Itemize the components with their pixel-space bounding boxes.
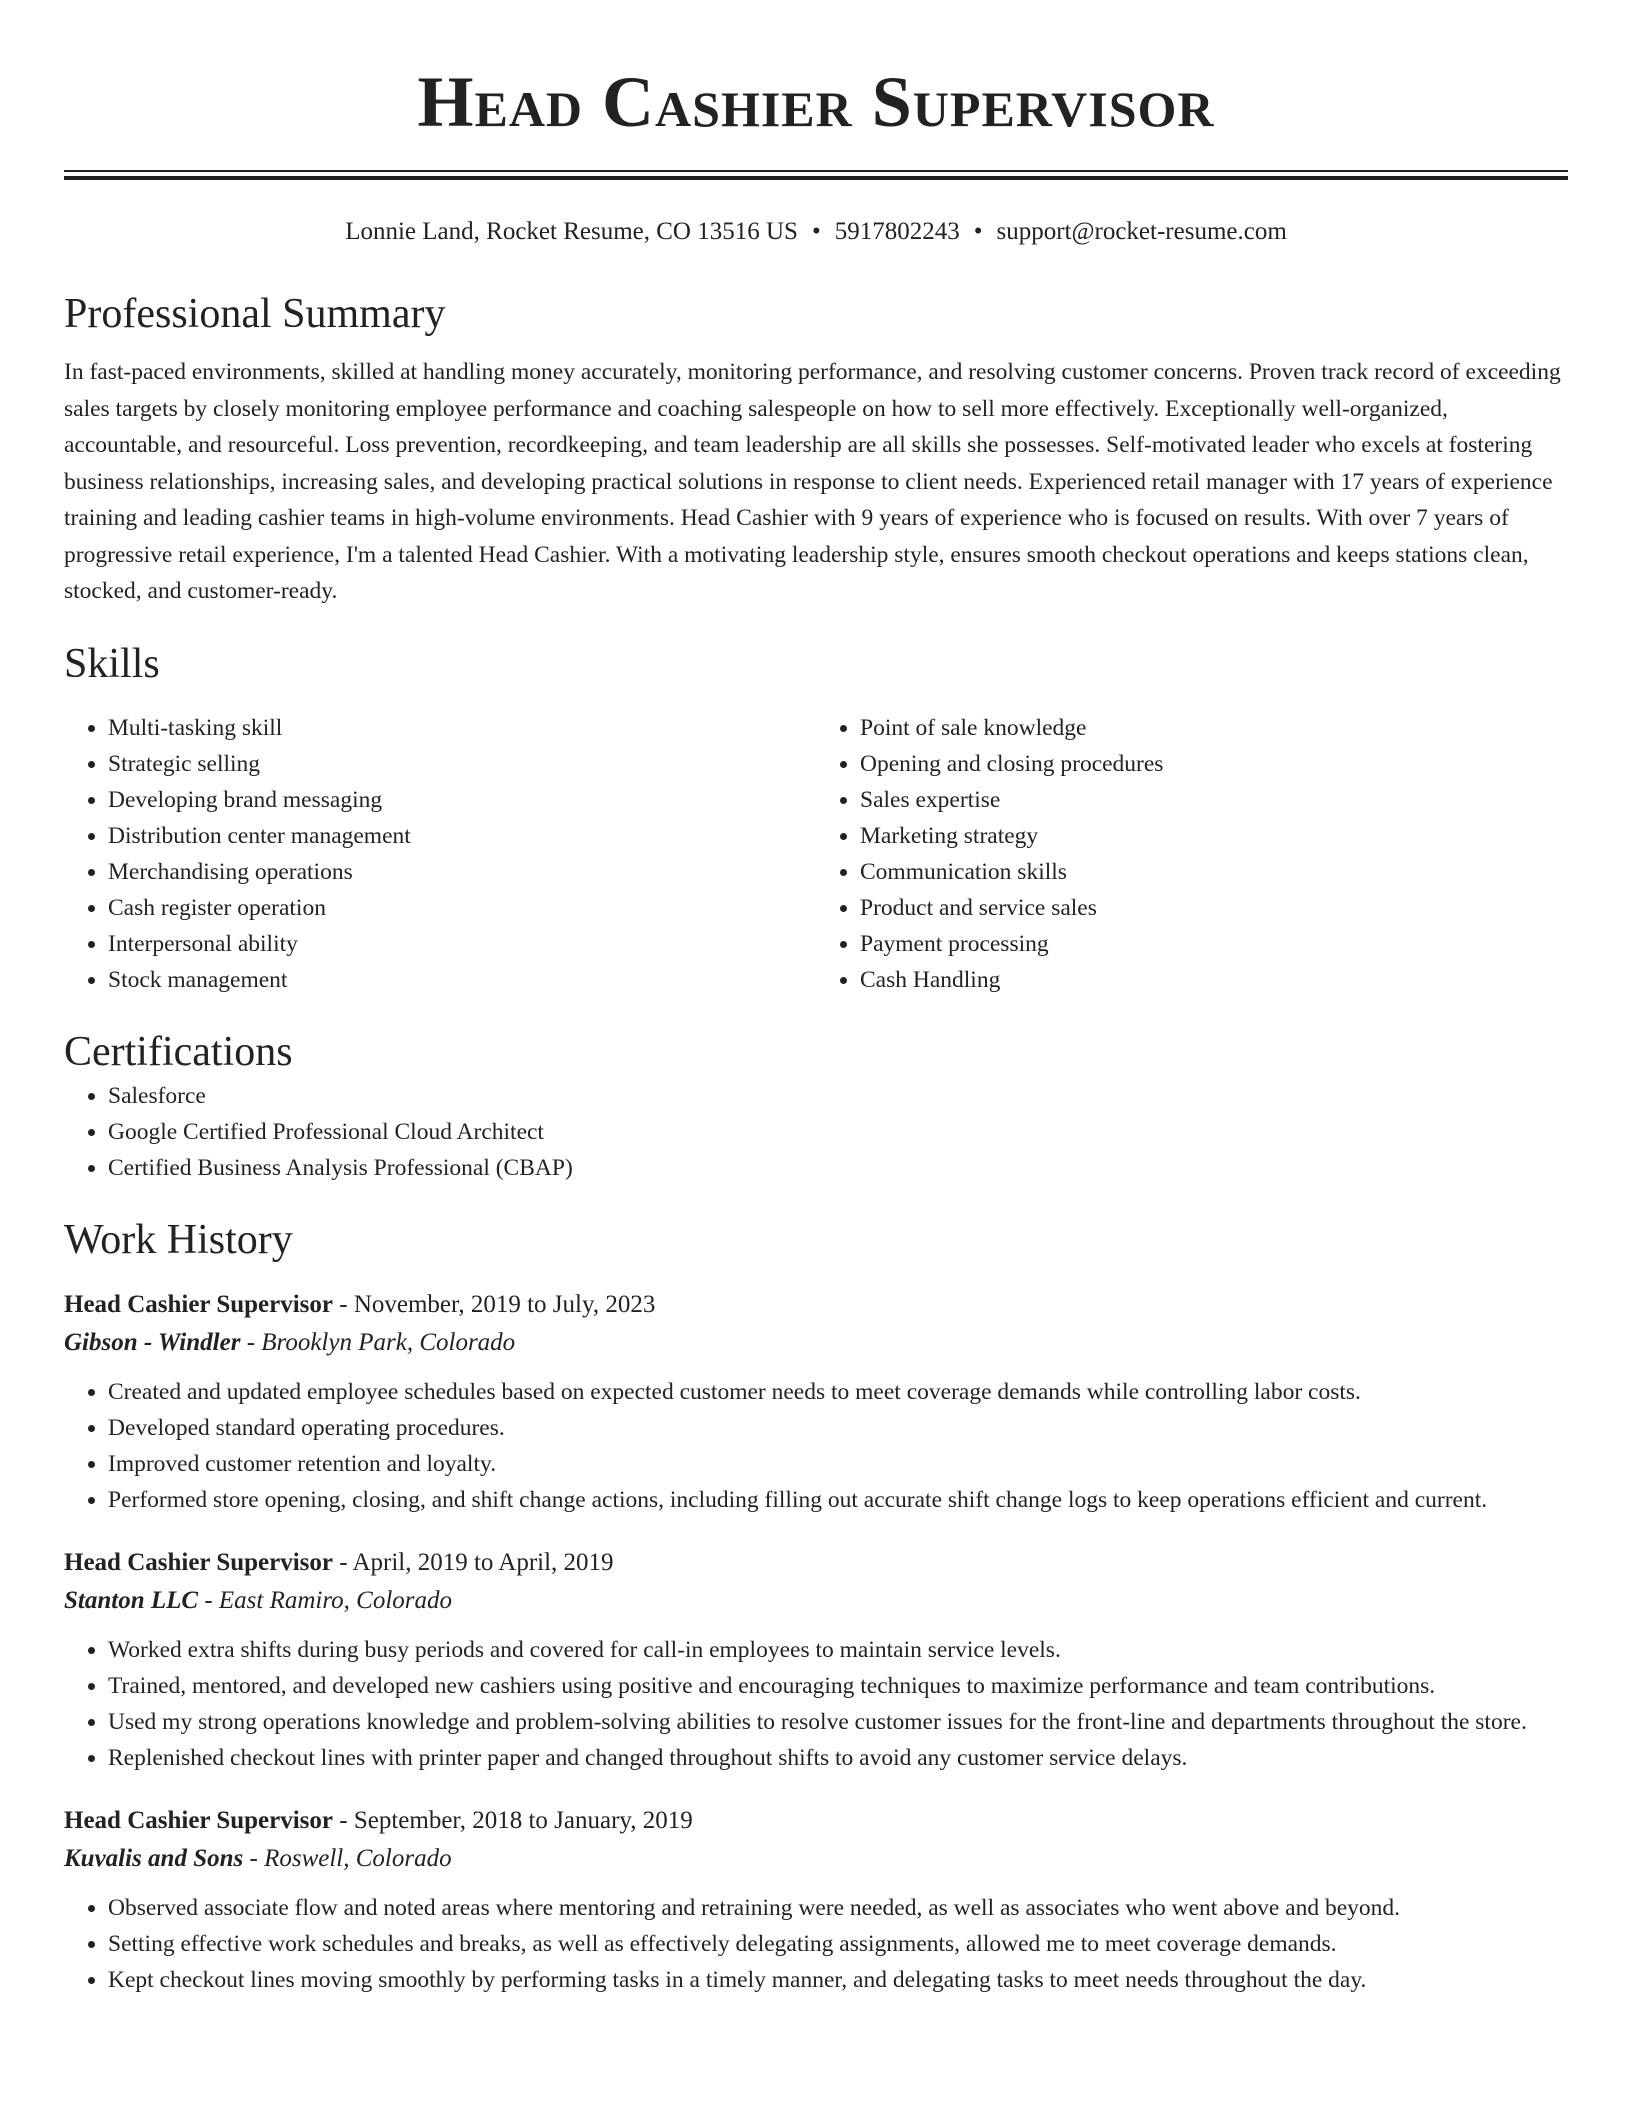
certification-item: • Salesforce — [108, 1078, 1568, 1114]
job-bullet: • Trained, mentored, and developed new cashiers using positive and encouraging techniques to maximize performance and team contributions. — [108, 1668, 1568, 1704]
job-company-line — [64, 1840, 1568, 1878]
job-bullet: • Created and updated employee schedules based on expected customer needs to meet coverage demands while controlling labor costs. — [108, 1374, 1568, 1410]
skill-item: • Distribution center management — [108, 818, 816, 854]
certification-item: • Google Certified Professional Cloud Architect — [108, 1114, 1568, 1150]
skill-item: • Multi-tasking skill — [108, 710, 816, 746]
skills-list-right — [816, 710, 1568, 998]
job-title: Head Cashier Supervisor — [64, 1548, 333, 1576]
skill-item: • Opening and closing procedures — [860, 746, 1568, 782]
job-bullet: • Kept checkout lines moving smoothly by performing tasks in a timely manner, and delegating tasks to meet needs throughout the day. — [108, 1962, 1568, 1998]
skill-item: • Cash register operation — [108, 890, 816, 926]
skill-item: • Communication skills — [860, 854, 1568, 890]
job-company: Gibson - Windler — [64, 1328, 241, 1356]
skill-item: • Marketing strategy — [860, 818, 1568, 854]
certifications-list — [64, 1078, 1568, 1186]
job-title-line — [64, 1286, 1568, 1324]
job-bullet: • Used my strong operations knowledge and problem-solving abilities to resolve customer issues for the front-line and departments throughout the store. — [108, 1704, 1568, 1740]
summary-heading: Professional Summary — [64, 291, 446, 337]
contact-phone: 5917802243 — [834, 218, 960, 245]
job-bullets — [64, 1632, 1568, 1776]
job-bullets — [64, 1890, 1568, 1998]
job-title-line — [64, 1544, 1568, 1582]
job-dates: - November, 2019 to July, 2023 — [333, 1290, 656, 1318]
job-bullet: • Performed store opening, closing, and shift change actions, including filling out accurate shift change logs to keep operations efficient and current. — [108, 1482, 1568, 1518]
job-location: - East Ramiro, Colorado — [198, 1586, 453, 1614]
skills-list-left — [64, 710, 816, 998]
skill-item: • Payment processing — [860, 926, 1568, 962]
skill-item: • Cash Handling — [860, 962, 1568, 998]
skill-item: • Strategic selling — [108, 746, 816, 782]
certification-item: • Certified Business Analysis Professional (CBAP) — [108, 1150, 1568, 1186]
job-company: Stanton LLC — [64, 1586, 199, 1614]
skill-item: • Interpersonal ability — [108, 926, 816, 962]
contact-separator: • — [811, 218, 821, 245]
job-bullet: • Improved customer retention and loyalty. — [108, 1446, 1568, 1482]
title-divider — [64, 170, 1568, 180]
skills-columns — [64, 710, 1568, 998]
job-location: - Brooklyn Park, Colorado — [240, 1328, 516, 1356]
resume-title: Head Cashier Supervisor — [417, 62, 1215, 142]
job-company: Kuvalis and Sons — [64, 1844, 244, 1872]
skills-heading: Skills — [64, 640, 160, 687]
job-entry — [64, 1286, 1568, 1518]
work-history-heading: Work History — [64, 1216, 293, 1263]
contact-email: support@rocket-resume.com — [996, 218, 1287, 245]
job-title: Head Cashier Supervisor — [64, 1806, 333, 1834]
contact-separator: • — [973, 218, 983, 245]
contact-line — [64, 216, 1568, 248]
certifications-heading: Certifications — [64, 1028, 293, 1075]
job-entry — [64, 1802, 1568, 1998]
summary-text: In fast-paced environments, skilled at handling money accurately, monitoring performance, and resolving customer concerns. Proven track record of exceeding sales targets by closely monitoring employee performance and coaching salespeople on how to sell more effectively. Exceptionally well-organized, accountable, and resourceful. Loss prevention, recordkeeping, and team leadership are all skills she possesses. Self-motivated leader who excels at fostering business relationships, increasing sales, and developing practical solutions in response to client needs. Experienced retail manager with 17 years of experience training and leading cashier teams in high-volume environments. Head Cashier with 9 years of experience who is focused on results. With over 7 years of progressive retail experience, I'm a talented Head Cashier. With a motivating leadership style, ensures smooth checkout operations and keeps stations clean, stocked, and customer-ready. — [64, 359, 1561, 604]
job-entry — [64, 1544, 1568, 1776]
contact-address: Lonnie Land, Rocket Resume, CO 13516 US — [345, 218, 798, 245]
skill-item: • Developing brand messaging — [108, 782, 816, 818]
skill-item: • Product and service sales — [860, 890, 1568, 926]
job-bullets — [64, 1374, 1568, 1518]
job-company-line — [64, 1582, 1568, 1620]
skill-item: • Merchandising operations — [108, 854, 816, 890]
job-title: Head Cashier Supervisor — [64, 1290, 333, 1318]
skill-item: • Point of sale knowledge — [860, 710, 1568, 746]
job-bullet: • Setting effective work schedules and breaks, as well as effectively delegating assignments, allowed me to meet coverage demands. — [108, 1926, 1568, 1962]
job-dates: - September, 2018 to January, 2019 — [333, 1806, 693, 1834]
job-bullet: • Worked extra shifts during busy periods and covered for call-in employees to maintain service levels. — [108, 1632, 1568, 1668]
skill-item: • Stock management — [108, 962, 816, 998]
job-bullet: • Replenished checkout lines with printer paper and changed throughout shifts to avoid any customer service delays. — [108, 1740, 1568, 1776]
job-company-line — [64, 1324, 1568, 1362]
job-bullet: • Developed standard operating procedures. — [108, 1410, 1568, 1446]
job-location: - Roswell, Colorado — [243, 1844, 452, 1872]
job-dates: - April, 2019 to April, 2019 — [333, 1548, 614, 1576]
job-title-line — [64, 1802, 1568, 1840]
job-bullet: • Observed associate flow and noted areas where mentoring and retraining were needed, as well as associates who went above and beyond. — [108, 1890, 1568, 1926]
skill-item: • Sales expertise — [860, 782, 1568, 818]
